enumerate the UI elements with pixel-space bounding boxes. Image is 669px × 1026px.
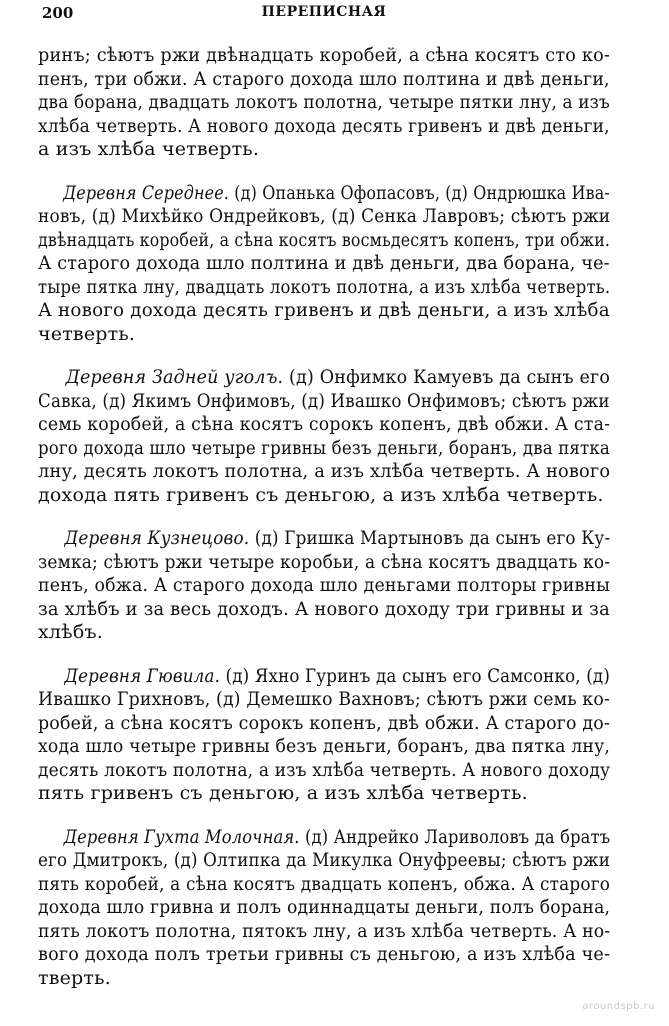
- text-line: хода шло четыре гривны безъ деньги, боранъ, два пятка лну,: [38, 735, 611, 757]
- text-line: за хлѣбъ и за весь доходъ. А нового доходу три гривны и за: [38, 597, 610, 620]
- text-line: хлѣба четверть. А нового дохода десять гривенъ и двѣ деньги,: [38, 114, 610, 137]
- village-name: Деревня Задней уголъ.: [65, 366, 284, 388]
- text-line: Ивашко Грихновъ, (д) Демешко Вахновъ; сѣютъ ржи семь ко-: [38, 688, 610, 710]
- text-line: его Дмитрокъ, (д) Олтипка да Микулка Онуфреевы; сѣютъ ржи: [38, 849, 611, 871]
- text-line: земка; сѣютъ ржи четыре коробьи, а сѣна косятъ двадцать ко-: [38, 550, 611, 573]
- text-line: А нового дохода десять гривенъ и двѣ деньги, а изъ хлѣба: [38, 299, 610, 321]
- text-line: пять гривенъ съ деньгою, а изъ хлѣба четверть.: [38, 782, 528, 804]
- entry-first-line-text: (д) Онфимко Камуевъ да сынъ его: [283, 366, 611, 388]
- page-number: 200: [42, 4, 74, 22]
- text-line: два борана, двадцать локотъ полотна, четыре пятки лну, а изъ: [38, 91, 610, 113]
- village-entry-gyuvila: [38, 665, 610, 806]
- text-line: а изъ хлѣба четверть.: [38, 138, 260, 160]
- text-line: пенъ, три обжи. А старого дохода шло полтина и двѣ деньги,: [38, 67, 610, 90]
- book-page: [38, 4, 610, 990]
- entry-first-line-text: (д) Андрейко Лариволовъ да братъ: [299, 825, 611, 848]
- running-head: ПЕРЕПИСНАЯ: [261, 4, 387, 20]
- text-line: вого дохода полъ третьи гривны съ деньгою, а изъ хлѣба че-: [38, 943, 611, 965]
- continuation-paragraph: [38, 44, 610, 162]
- text-line: дохода шло гривна и полъ одиннадцаты деньги, полъ борана,: [38, 896, 611, 918]
- text-line: пенъ, обжа. А старого дохода шло деньгами полторы гривны: [38, 574, 611, 596]
- village-entry-zadney-ugol: [38, 366, 610, 507]
- text-line: семь коробей, а сѣна косятъ сорокъ копенъ, двѣ обжи. А ста-: [38, 413, 611, 435]
- village-name: Деревня Гухта Молочная.: [63, 825, 300, 848]
- text-line: тверть.: [38, 966, 111, 989]
- text-line: пять коробей, а сѣна косятъ двадцать копенъ, обжа. А старого: [38, 872, 611, 895]
- village-entry-serednee: [38, 182, 610, 347]
- text-line: двѣнадцать коробей, а сѣна косятъ восмьдесятъ копенъ, три обжи.: [38, 228, 611, 251]
- text-line: четверть.: [38, 322, 136, 345]
- text-line: пять локотъ полотна, пятокъ лну, а изъ хлѣба четверть. А но-: [38, 919, 611, 942]
- entry-first-line-text: (д) Опанька Офопасовъ, (д) Ондрюшка Ива-: [229, 181, 610, 204]
- entry-first-line-text: (д) Гришка Мартыновъ да сынъ его Ку-: [249, 527, 611, 549]
- text-line: десять локотъ полотна, а изъ хлѣба четверть. А нового доходу: [38, 758, 611, 781]
- text-line: рого дохода шло четыре гривны безъ деньги, боранъ, два пятка: [38, 436, 610, 459]
- text-line: тыре пятка лну, двадцать локотъ полотна, а изъ хлѣба четверть.: [38, 275, 611, 298]
- village-name: Деревня Середнее.: [63, 181, 230, 204]
- text-line: робей, а сѣна косятъ сорокъ копенъ, двѣ обжи. А старого до-: [38, 711, 611, 734]
- village-entry-gukhta-molochnaya: [38, 826, 610, 991]
- entry-first-line-text: (д) Яхно Гуринъ да сынъ его Самсонко, (д): [220, 664, 611, 687]
- entry-first-line: [38, 366, 611, 390]
- entry-first-line: [38, 825, 611, 850]
- text-line: новъ, (д) Михѣйко Ондрейковъ, (д) Сенка Лавровъ; сѣютъ ржи: [38, 205, 611, 227]
- entry-first-line: [38, 527, 611, 551]
- village-name: Деревня Гювила.: [64, 664, 221, 687]
- village-entry-kuznetsovo: [38, 527, 610, 645]
- text-line: дохода пять гривенъ съ деньгою, а изъ хлѣба четверть.: [38, 483, 604, 506]
- text-line: Савка, (д) Якимъ Онфимовъ, (д) Ивашко Онфимовъ; сѣютъ ржи: [38, 389, 610, 412]
- text-line: А старого дохода шло полтина и двѣ деньги, два борана, че-: [38, 252, 610, 274]
- page-header: [38, 4, 610, 30]
- watermark: aroundspb.ru: [582, 1001, 655, 1012]
- entry-first-line: [38, 181, 610, 206]
- village-name: Деревня Кузнецово.: [64, 527, 250, 549]
- text-line: ринъ; сѣютъ ржи двѣнадцать коробей, а сѣна косятъ сто ко-: [38, 44, 611, 66]
- text-line: лну, десять локотъ полотна, а изъ хлѣба четверть. А нового: [38, 460, 611, 482]
- entry-first-line: [38, 664, 611, 689]
- text-line: хлѣбъ.: [38, 621, 104, 643]
